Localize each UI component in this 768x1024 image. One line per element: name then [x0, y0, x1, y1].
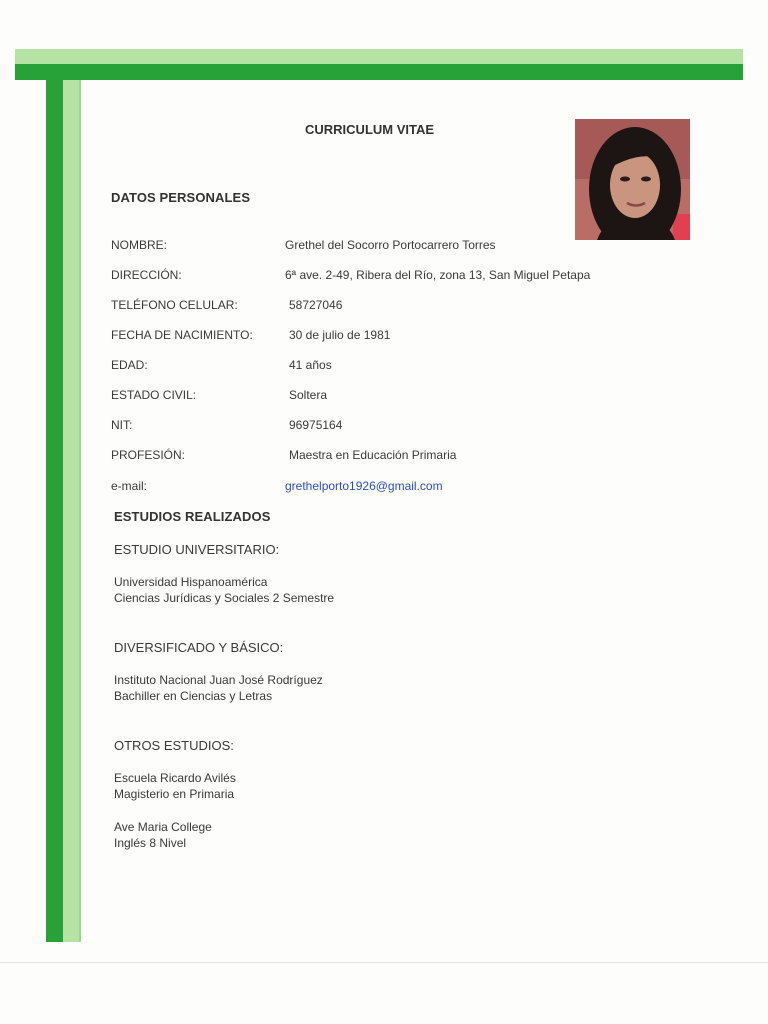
field-label: NOMBRE:: [111, 238, 168, 252]
secondary-line: Instituto Nacional Juan José Rodríguez: [114, 673, 323, 687]
university-heading: ESTUDIO UNIVERSITARIO:: [114, 542, 280, 557]
field-name: [111, 238, 671, 254]
field-label: ESTADO CIVIL:: [111, 388, 197, 402]
university-line: Universidad Hispanoamérica: [114, 575, 268, 589]
field-marital-status: [111, 388, 671, 404]
field-label: e-mail:: [111, 479, 148, 493]
field-age: [111, 358, 671, 374]
frame-side-dark-bar: [46, 80, 63, 942]
field-nit: [111, 418, 671, 434]
frame-top-light-bar: [15, 49, 743, 64]
field-email: [111, 479, 671, 495]
other-study-line: Inglés 8 Nivel: [114, 836, 187, 850]
field-label: TELÉFONO CELULAR:: [111, 298, 238, 312]
field-address: [111, 268, 671, 284]
field-profession: [111, 448, 671, 464]
page-bottom-edge: [0, 962, 768, 963]
other-study-line: Escuela Ricardo Avilés: [114, 771, 236, 785]
field-value: 6ª ave. 2-49, Ribera del Río, zona 13, San Miguel Petapa: [285, 268, 591, 282]
field-value: Maestra en Educación Primaria: [289, 448, 457, 462]
field-label: DIRECCIÓN:: [111, 268, 182, 282]
field-value: 96975164: [289, 418, 343, 432]
secondary-heading: DIVERSIFICADO Y BÁSICO:: [114, 640, 284, 655]
field-birthdate: [111, 328, 671, 344]
frame-side-edge: [79, 80, 81, 942]
field-label: FECHA DE NACIMIENTO:: [111, 328, 253, 342]
field-value: 41 años: [289, 358, 332, 372]
frame-side-light-bar: [63, 80, 79, 942]
field-label: EDAD:: [111, 358, 148, 372]
other-study-line: Magisterio en Primaria: [114, 787, 235, 801]
field-label: PROFESIÓN:: [111, 448, 186, 462]
field-value: 30 de julio de 1981: [289, 328, 391, 342]
field-value: Grethel del Socorro Portocarrero Torres: [285, 238, 496, 252]
field-label: NIT:: [111, 418, 133, 432]
section-studies-heading: ESTUDIOS REALIZADOS: [114, 509, 271, 524]
field-phone: [111, 298, 671, 314]
section-personal-heading: DATOS PERSONALES: [111, 190, 251, 205]
document-title: CURRICULUM VITAE: [305, 122, 435, 137]
field-value: 58727046: [289, 298, 343, 312]
secondary-line: Bachiller en Ciencias y Letras: [114, 689, 273, 703]
other-studies-heading: OTROS ESTUDIOS:: [114, 738, 234, 753]
frame-top-dark-bar: [15, 64, 743, 80]
university-line: Ciencias Jurídicas y Sociales 2 Semestre: [114, 591, 335, 605]
email-link[interactable]: grethelporto1926@gmail.com: [285, 479, 443, 493]
field-value: Soltera: [289, 388, 328, 402]
other-study-line: Ave Maria College: [114, 820, 212, 834]
profile-photo: [575, 119, 690, 240]
